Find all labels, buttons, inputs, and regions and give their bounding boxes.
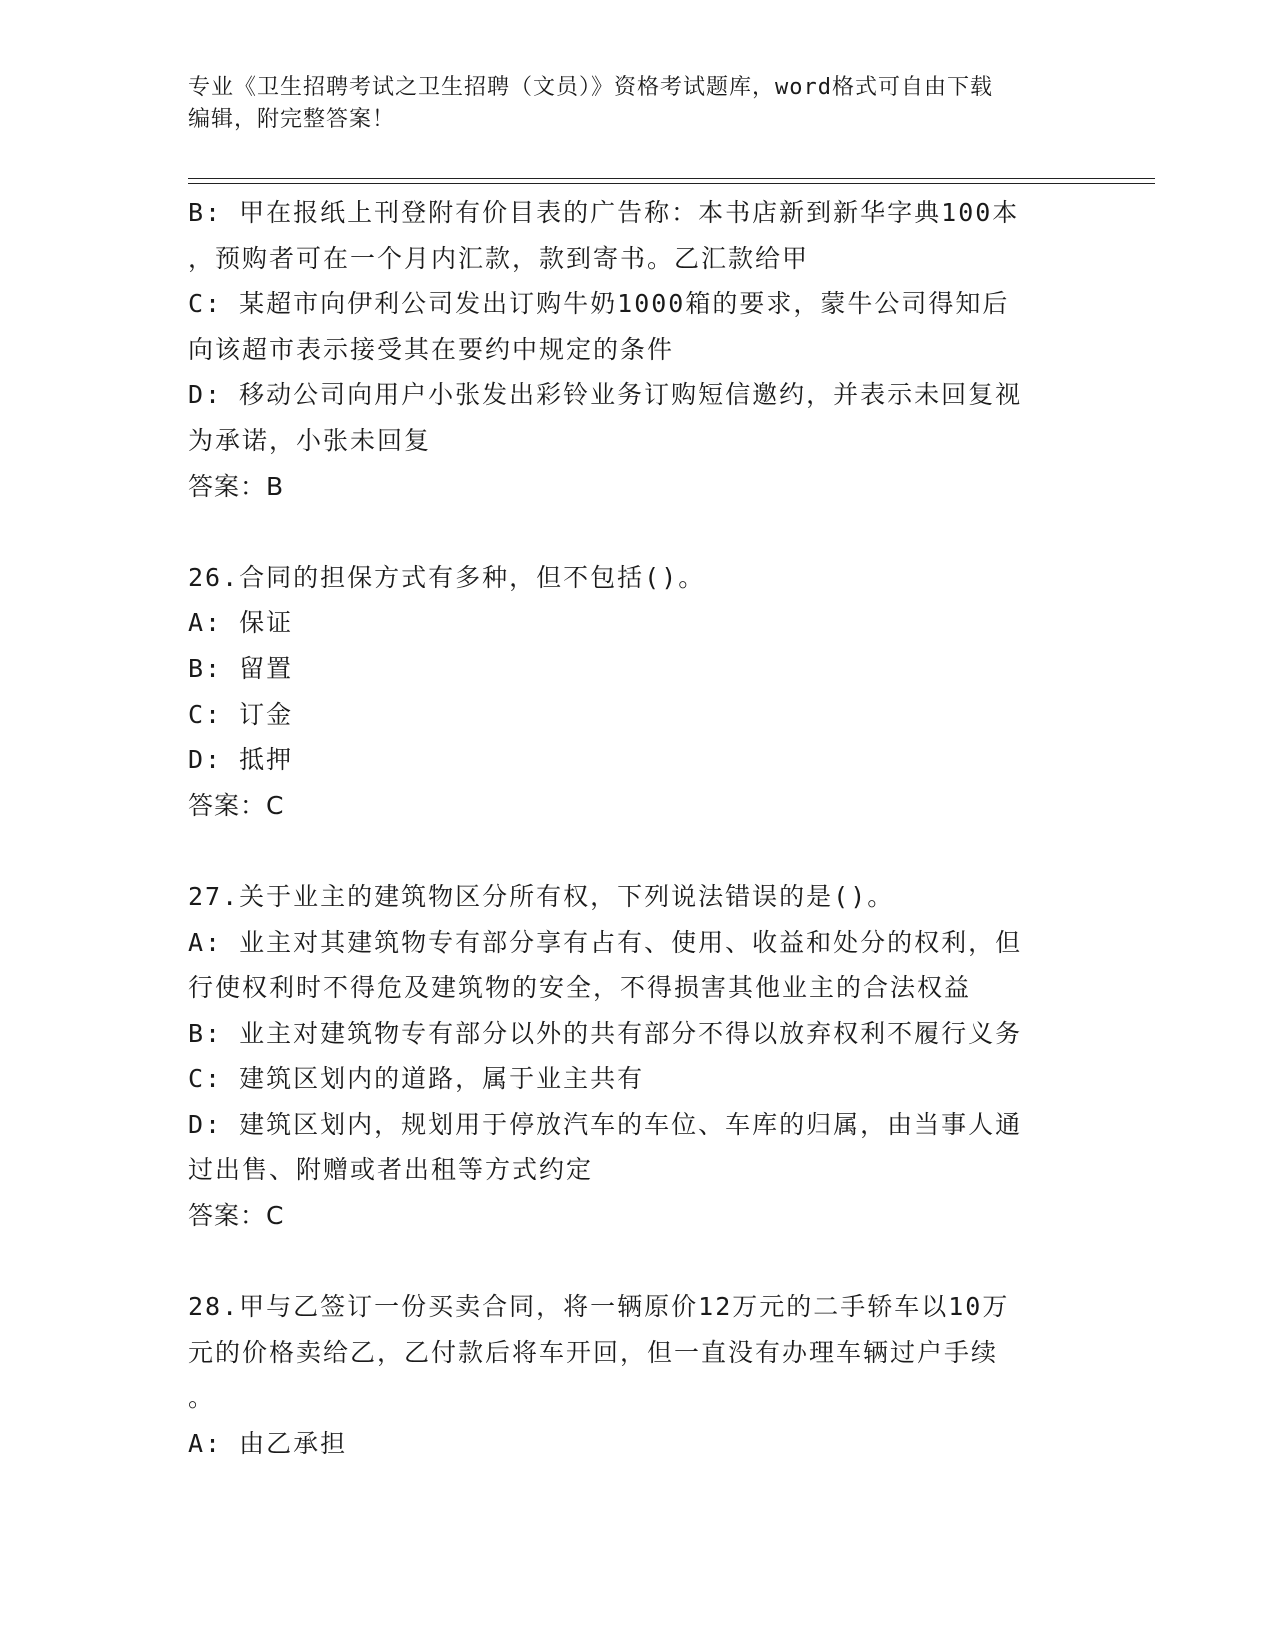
option-b: B: 业主对建筑物专有部分以外的共有部分不得以放弃权利不履行义务: [188, 1018, 1023, 1048]
document-header: [188, 72, 1068, 136]
document-body: [188, 190, 1088, 1467]
header-title-line-2: 编辑，附完整答案！: [188, 107, 396, 132]
option-a: A: 保证: [188, 608, 294, 638]
option-d-line-1: D: 移动公司向用户小张发出彩铃业务订购短信邀约，并表示未回复视: [188, 380, 1023, 410]
option-a-line-1: A: 业主对其建筑物专有部分享有占有、使用、收益和处分的权利，但: [188, 927, 1023, 957]
question-26: [188, 555, 1088, 829]
question-stem-line-3: 。: [188, 1383, 216, 1413]
option-d: D: 抵押: [188, 745, 294, 775]
spacer: [188, 828, 1088, 874]
header-title-line-1: 专业《卫生招聘考试之卫生招聘（文员）》资格考试题库，word格式可自由下载: [188, 75, 993, 100]
option-d-line-2: 过出售、附赠或者出租等方式约定: [188, 1155, 594, 1185]
option-c: C: 建筑区划内的道路，属于业主共有: [188, 1064, 645, 1094]
answer-label: 答案：C: [188, 790, 285, 820]
spacer: [188, 1239, 1088, 1285]
option-b-line-1: B: 甲在报纸上刊登附有价目表的广告称：本书店新到新华字典100本: [188, 198, 1020, 227]
option-b-line-2: ，预购者可在一个月内汇款，款到寄书。乙汇款给甲: [188, 243, 810, 273]
option-a: A: 由乙承担: [188, 1429, 348, 1459]
option-c-line-2: 向该超市表示接受其在要约中规定的条件: [188, 334, 675, 364]
question-stem-line-2: 元的价格卖给乙，乙付款后将车开回，但一直没有办理车辆过户手续: [188, 1337, 999, 1367]
option-a-line-2: 行使权利时不得危及建筑物的安全，不得损害其他业主的合法权益: [188, 973, 972, 1003]
header-divider-top: [188, 178, 1155, 179]
option-b: B: 留置: [188, 653, 294, 683]
answer-label: 答案：B: [188, 471, 285, 501]
option-d-line-2: 为承诺，小张未回复: [188, 425, 432, 455]
answer-label: 答案：C: [188, 1201, 285, 1231]
option-d-line-1: D: 建筑区划内，规划用于停放汽车的车位、车库的归属，由当事人通: [188, 1109, 1023, 1139]
question-stem: 26.合同的担保方式有多种，但不包括()。: [188, 562, 706, 592]
header-divider-bottom: [188, 183, 1155, 184]
question-25-continued: [188, 190, 1088, 509]
question-stem: 27.关于业主的建筑物区分所有权，下列说法错误的是()。: [188, 881, 895, 911]
question-28: [188, 1284, 1088, 1466]
question-stem-line-1: 28.甲与乙签订一份买卖合同，将一辆原价12万元的二手轿车以10万: [188, 1292, 1010, 1322]
option-c-line-1: C: 某超市向伊利公司发出订购牛奶1000箱的要求，蒙牛公司得知后: [188, 289, 1010, 319]
question-27: [188, 874, 1088, 1239]
spacer: [188, 509, 1088, 555]
option-c: C: 订金: [188, 699, 294, 729]
